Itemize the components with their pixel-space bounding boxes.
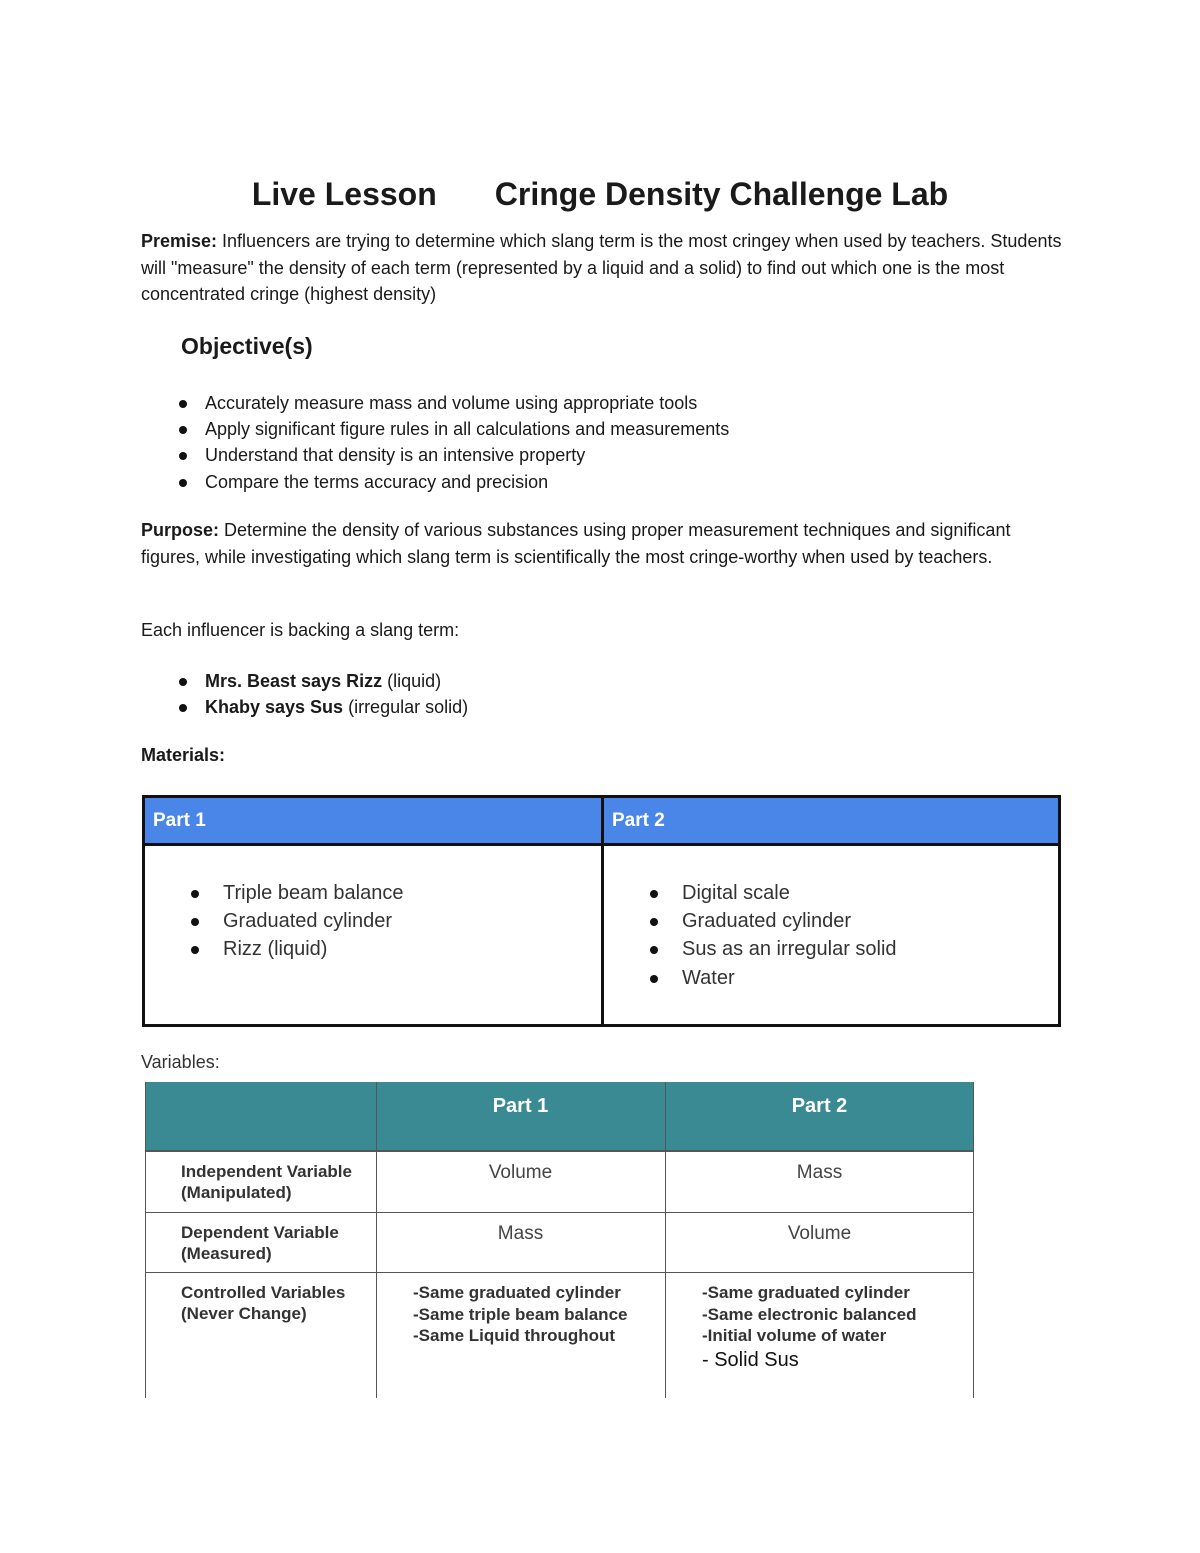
purpose-text: Determine the density of various substances using proper measurement techniques and significant figures, while investigating which slang term is scientifically the most cringe-worthy when used by teachers. — [141, 520, 1011, 567]
table-divider — [145, 1272, 974, 1273]
list-item: Graduated cylinder — [644, 907, 897, 935]
list-item: Compare the terms accuracy and precision — [174, 469, 729, 495]
list-item: Rizz (liquid) — [185, 935, 403, 963]
list-item: Apply significant figure rules in all calculations and measurements — [174, 416, 729, 442]
variables-header-blank — [145, 1082, 376, 1150]
materials-header-part2: Part 2 — [604, 798, 1058, 843]
materials-label: Materials: — [141, 745, 226, 765]
list-item: Water — [644, 964, 897, 992]
variables-label: Variables: — [141, 1052, 220, 1072]
influencer-name: Mrs. Beast says Rizz — [205, 671, 383, 691]
table-divider — [145, 1150, 974, 1152]
list-item: Khaby says Sus (irregular solid) — [174, 694, 468, 720]
list-item: Triple beam balance — [185, 879, 403, 907]
premise-paragraph — [141, 228, 1066, 308]
table-divider — [376, 1082, 377, 1398]
controlled-part1: -Same graduated cylinder -Same triple beam balance -Same Liquid throughout — [413, 1283, 628, 1345]
variables-header-part1: Part 1 — [376, 1082, 665, 1150]
row-label-independent: Independent Variable (Manipulated) — [181, 1162, 352, 1202]
materials-part1-list — [185, 879, 403, 964]
table-divider — [145, 1212, 974, 1213]
row-label-dependent: Dependent Variable (Measured) — [181, 1223, 339, 1263]
page-title — [0, 176, 1200, 213]
list-item: Digital scale — [644, 879, 897, 907]
list-item: Understand that density is an intensive property — [174, 442, 729, 468]
variables-header-part2: Part 2 — [665, 1082, 974, 1150]
purpose-paragraph — [141, 517, 1066, 570]
purpose-label: Purpose: — [141, 520, 220, 540]
independent-part2: Mass — [796, 1162, 843, 1183]
influencers-intro: Each influencer is backing a slang term: — [141, 620, 460, 640]
title-right: Cringe Density Challenge Lab — [494, 176, 949, 212]
list-item: Sus as an irregular solid — [644, 935, 897, 963]
list-item: Mrs. Beast says Rizz (liquid) — [174, 668, 468, 694]
table-divider — [145, 1082, 146, 1398]
premise-label: Premise: — [141, 231, 218, 251]
dependent-part2: Volume — [787, 1223, 852, 1244]
row-label-controlled: Controlled Variables (Never Change) — [181, 1283, 346, 1323]
table-divider — [665, 1082, 666, 1398]
materials-table — [142, 795, 1061, 1027]
title-left: Live Lesson — [251, 176, 437, 212]
influencer-name: Khaby says Sus — [205, 697, 344, 718]
variables-table — [145, 1082, 974, 1398]
influencers-list — [174, 668, 468, 720]
materials-part2-list — [644, 879, 897, 992]
objectives-heading: Objective(s) — [181, 333, 313, 359]
independent-part1: Volume — [488, 1162, 553, 1183]
table-divider — [973, 1082, 974, 1398]
list-item: Accurately measure mass and volume using appropriate tools — [174, 390, 729, 416]
table-divider — [601, 798, 604, 1024]
list-item: Graduated cylinder — [185, 907, 403, 935]
premise-text: Influencers are trying to determine which slang term is the most cringey when used by teachers. Students will "measure" the density of each term (represented by a liquid and a solid) to find out which one is the most concentrated cringe (highest density) — [141, 231, 1062, 304]
controlled-part2: -Same graduated cylinder -Same electronic balanced -Initial volume of water - Solid Sus — [702, 1283, 917, 1371]
objectives-list — [174, 390, 729, 495]
dependent-part1: Mass — [497, 1223, 544, 1244]
materials-header-part1: Part 1 — [145, 798, 601, 843]
